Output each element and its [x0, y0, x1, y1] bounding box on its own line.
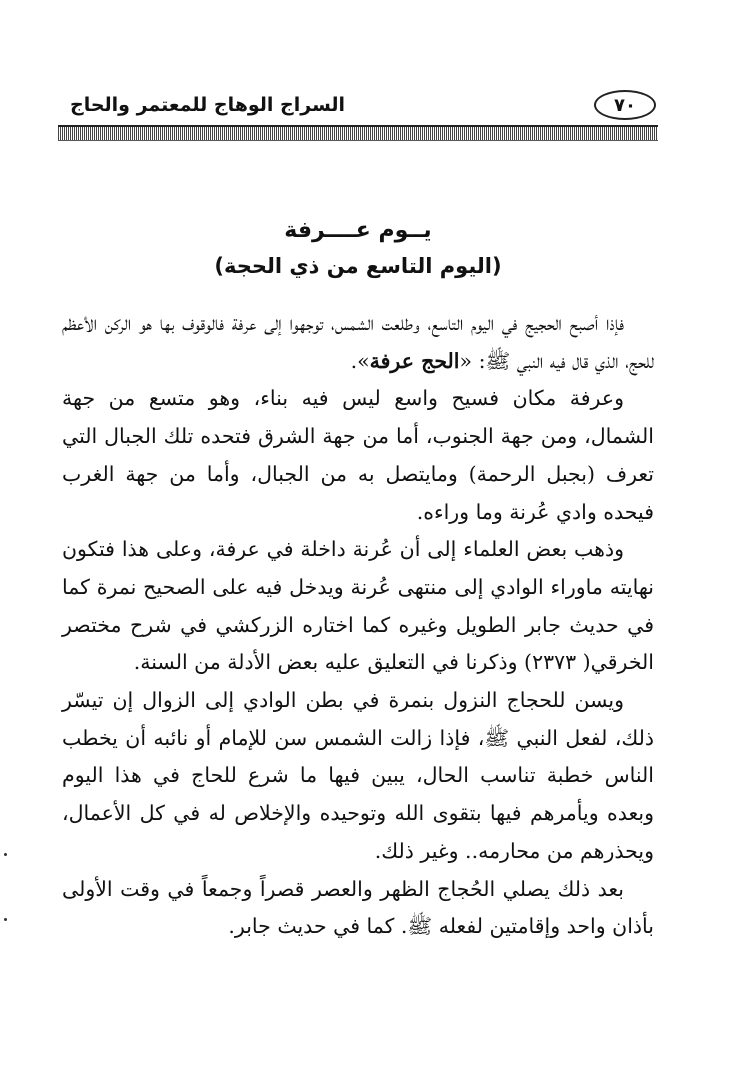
paragraph: وعرفة مكان فسيح واسع ليس فيه بناء، وهو متسع من جهة الشمال، ومن جهة الجنوب، أما من جهة الشرق فتحده تلك الجبال التي تعرف (بجبل الرحمة) ومايتصل به من الجبال، وأما من جهة الغرب فيحده وادي عُرنة وما وراءه.	[62, 386, 654, 524]
page-header	[70, 88, 658, 128]
header-divider	[58, 125, 658, 141]
paragraph	[62, 305, 654, 380]
paragraph: وذهب بعض العلماء إلى أن عُرنة داخلة في عرفة، وعلى هذا فتكون نهايته ماوراء الوادي إلى منتهى عُرنة ويدخل فيه على الصحيح نمرة كما في حديث جابر الطويل وغيره كما اختاره الزركشي في شرح مختصر الخرقي( ٢٣٧٣) وذكرنا في التعليق عليه بعض الأدلة من السنة.	[62, 537, 654, 675]
paragraph: ويسن للحجاج النزول بنمرة في بطن الوادي إلى الزوال إن تيسّر ذلك، لفعل النبي ﷺ، فإذا زالت الشمس سن للإمام أو نائبه أن يخطب الناس خطبة تناسب الحال، يبين فيها ما شرع للحاج في هذا اليوم وبعده ويأمرهم فيها بتقوى الله وتوحيده والإخلاص له في كل الأعمال، ويحذرهم من محارمه.. وغير ذلك.	[62, 688, 654, 863]
body-text	[62, 305, 654, 946]
paragraph: بعد ذلك يصلي الحُجاج الظهر والعصر قصراً وجمعاً في وقت الأولى بأذان واحد وإقامتين لفعله ﷺ. كما في حديث جابر.	[62, 876, 654, 939]
margin-mark	[4, 918, 7, 921]
chapter-title: يــوم عــــرفة	[284, 218, 432, 243]
book-title: السراج الوهاج للمعتمر والحاج	[70, 94, 346, 116]
chapter-subtitle: (اليوم التاسع من ذي الحجة)	[214, 254, 502, 278]
paragraph-text: فإذا أصبح الحجيج في اليوم التاسع، وطلعت الشمس، توجهوا إلى عرفة فالوقوف بها هو الركن الأعظم للحج، الذي قال فيه النبي ﷺ: «	[62, 311, 654, 373]
page-number: ٧٠	[594, 90, 656, 120]
hadith-quote: الحج عرفة	[369, 348, 460, 373]
paragraph-text: ».	[350, 348, 370, 373]
margin-mark	[4, 853, 7, 856]
